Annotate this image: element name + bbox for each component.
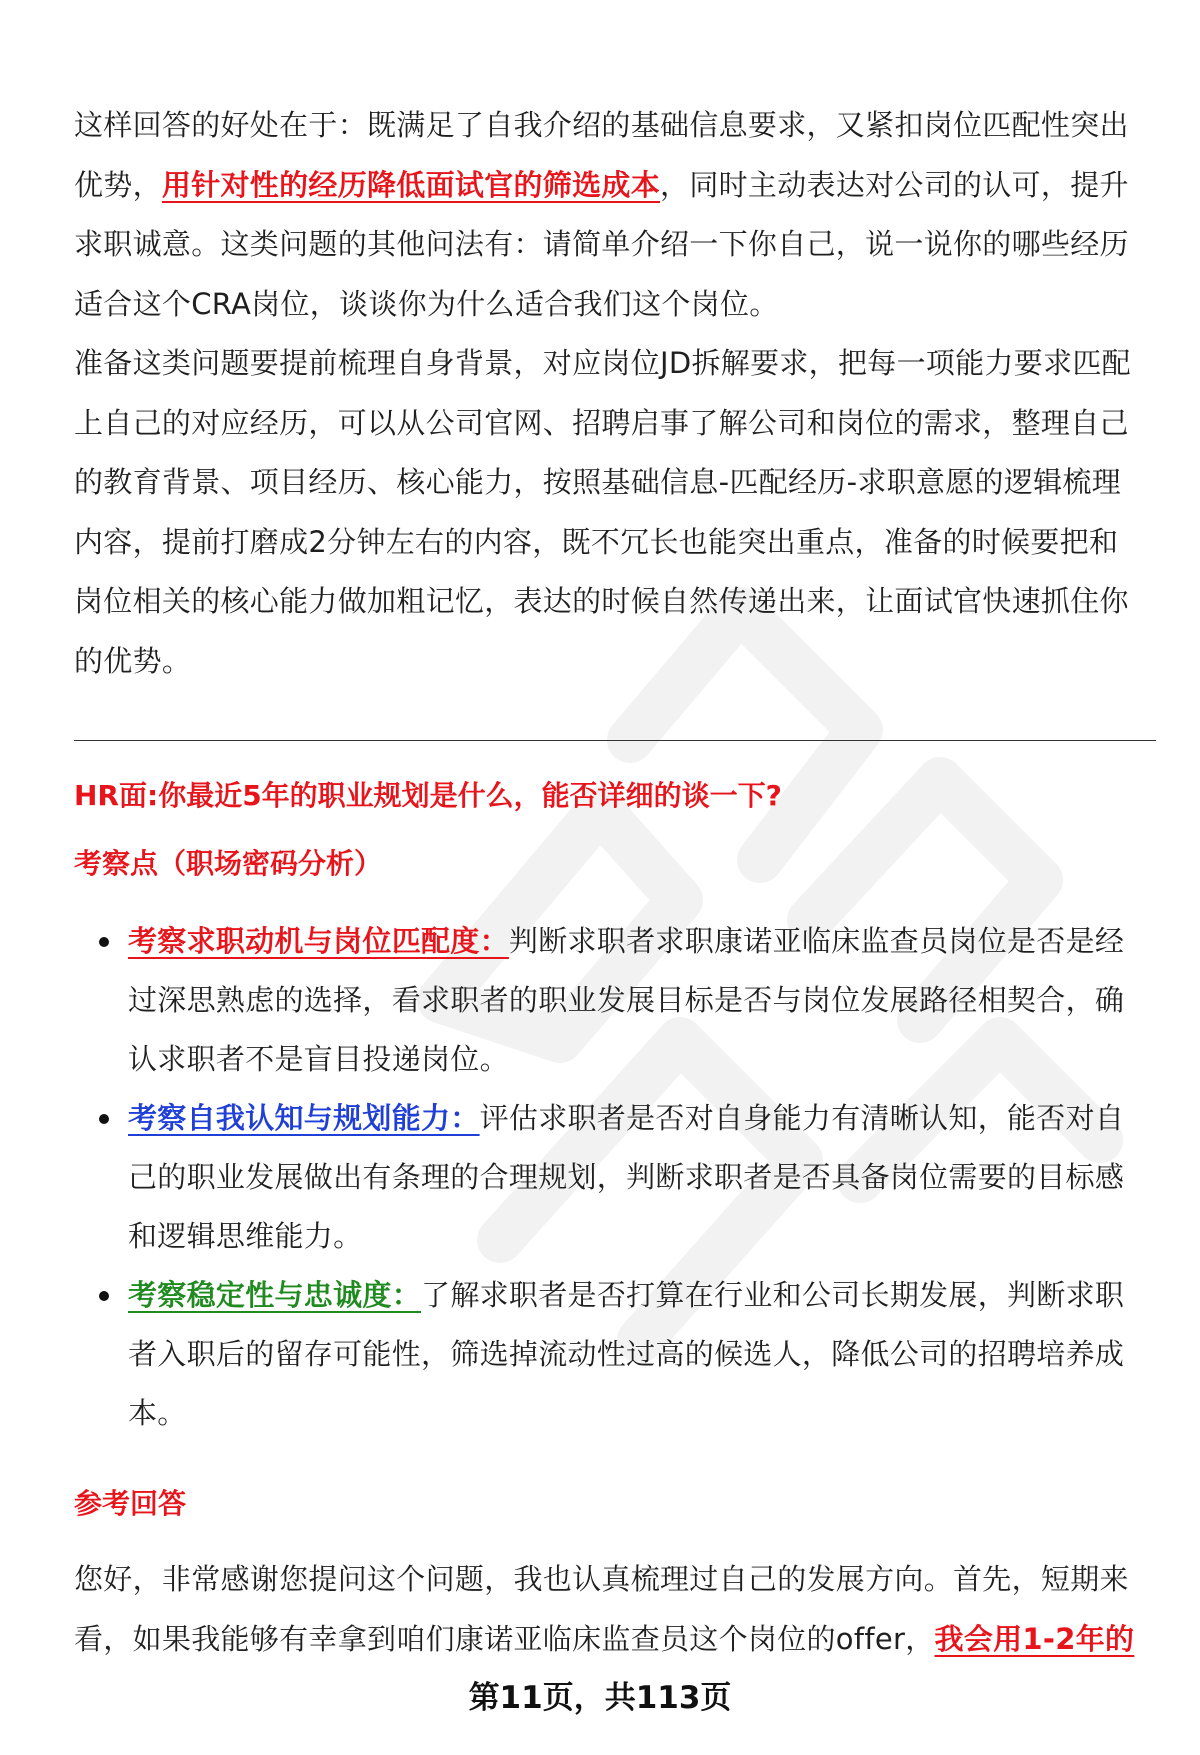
analysis-list	[74, 912, 1144, 1443]
paragraph-preparation: 准备这类问题要提前梳理自身背景，对应岗位JD拆解要求，把每一项能力要求匹配上自己的对应经历，可以从公司官网、招聘启事了解公司和岗位的需求，整理自己的教育背景、项目经历、核心能力，按照基础信息-匹配经历-求职意愿的逻辑梳理内容，提前打磨成2分钟左右的内容，既不冗长也能突出重点，准备的时候要把和岗位相关的核心能力做加粗记忆，表达的时候自然传递出来，让面试官快速抓住你的优势。	[74, 346, 1131, 678]
bullet-dot-icon	[99, 937, 109, 947]
bullet-dot-icon	[99, 1114, 109, 1124]
benefits-text-b: ，同时主动表达对公司的认可，提升求职诚意。这类问题的其他问法有：请简单介绍一下你自己，说一说你的哪些经历适合这个CRA岗位，谈谈你为什么适合我们这个岗位。	[74, 167, 1129, 321]
question-heading: HR面:你最近5年的职业规划是什么，能否详细的谈一下?	[74, 779, 782, 812]
analysis-heading: 考察点（职场密码分析）	[74, 847, 383, 880]
bullet-label: 考察自我认知与规划能力：	[128, 1101, 480, 1135]
page-number: 第11页，共113页	[468, 1680, 732, 1716]
bullet-text: 了解求职者是否打算在行业和公司长期发展，判断求职者入职后的留存可能性，筛选掉流动性过高的候选人，降低公司的招聘培养成本。	[128, 1278, 1125, 1430]
benefits-text-a: 这样回答的好处在于：既满足了自我介绍的基础信息要求，又紧扣岗位匹配性突出优势，	[74, 108, 1129, 202]
list-item	[74, 1089, 1144, 1266]
bullet-text: 评估求职者是否对自身能力有清晰认知，能否对自己的职业发展做出有条理的合理规划，判断求职者是否具备岗位需要的目标感和逻辑思维能力。	[128, 1101, 1125, 1253]
section-divider	[74, 740, 1156, 741]
list-item	[74, 1266, 1144, 1443]
bullet-label: 考察求职动机与岗位匹配度：	[128, 924, 509, 958]
paragraph-benefits	[74, 96, 1144, 334]
intro-section	[74, 96, 1144, 691]
answer-highlight: 我会用1-2年的	[934, 1621, 1135, 1656]
reference-heading: 参考回答	[74, 1487, 187, 1520]
bullet-label: 考察稳定性与忠诚度：	[128, 1278, 422, 1312]
bullet-text: 判断求职者求职康诺亚临床监查员岗位是否是经过深思熟虑的选择，看求职者的职业发展目标是否与岗位发展路径相契合，确认求职者不是盲目投递岗位。	[128, 924, 1125, 1076]
bullet-dot-icon	[99, 1291, 109, 1301]
list-item	[74, 912, 1144, 1089]
highlight-screening-cost: 用针对性的经历降低面试官的筛选成本	[161, 167, 661, 202]
answer-text: 您好，非常感谢您提问这个问题，我也认真梳理过自己的发展方向。首先，短期来看，如果我能够有幸拿到咱们康诺亚临床监查员这个岗位的offer，	[74, 1562, 1129, 1656]
reference-answer	[74, 1550, 1144, 1669]
